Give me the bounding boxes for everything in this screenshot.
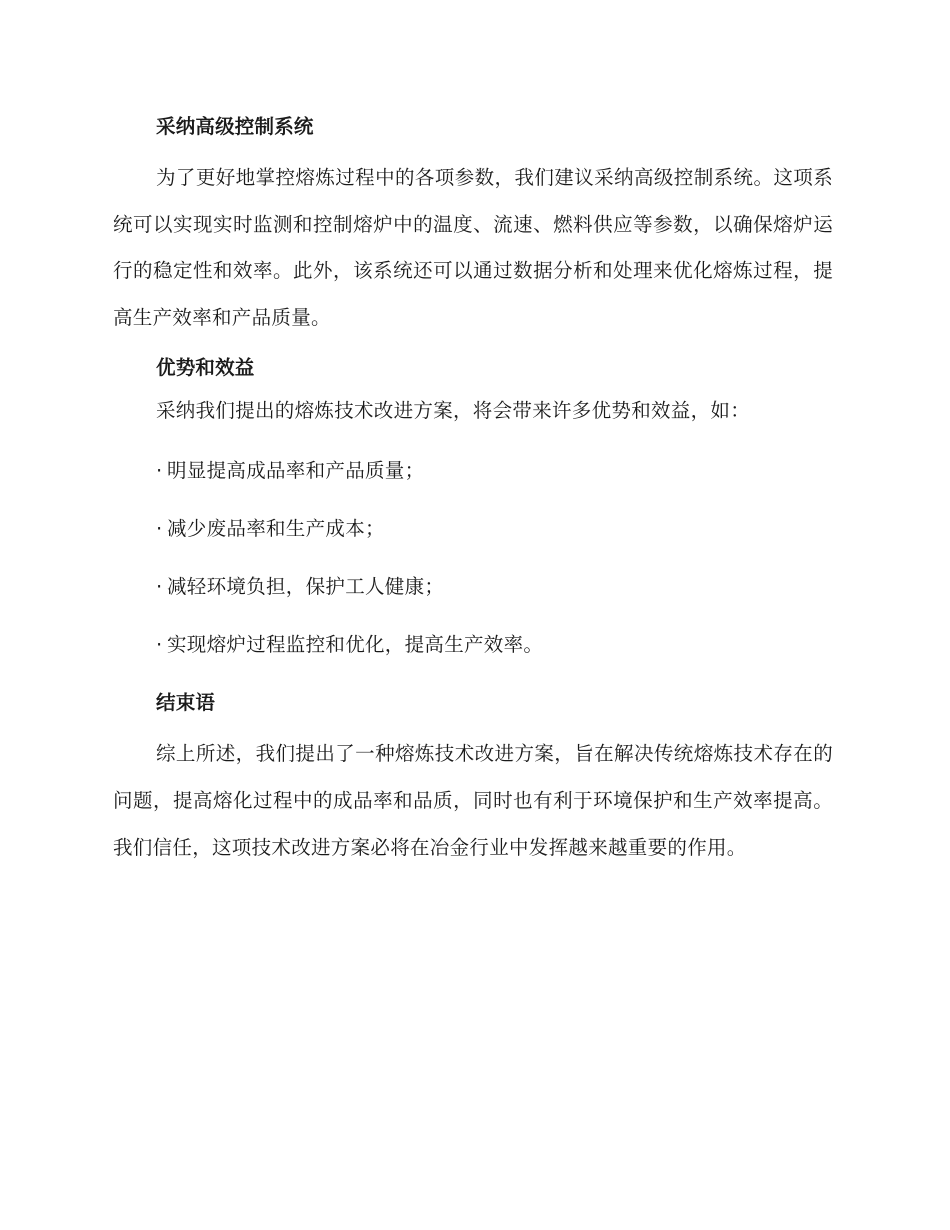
bullet-dot: · [156, 517, 163, 541]
section-paragraph: 为了更好地掌控熔炼过程中的各项参数，我们建议采纳高级控制系统。这项系统可以实现实时监测和控制熔炉中的温度、流速、燃料供应等参数，以确保熔炉运行的稳定性和效率。此外，该系统还可以通过数据分析和处理来优化熔炼过程，提高生产效率和产品质量。 [113, 166, 833, 329]
section-heading: 结束语 [156, 691, 216, 715]
list-item [113, 572, 833, 602]
bullet-dot: · [156, 633, 163, 657]
list-item [113, 630, 833, 660]
list-item [113, 456, 833, 486]
advantages-list [113, 456, 833, 660]
section-heading: 采纳高级控制系统 [156, 115, 314, 138]
section-conclusion [113, 688, 833, 871]
list-item-text: 减轻环境负担，保护工人健康； [167, 575, 445, 599]
section-advantages [113, 353, 833, 660]
section-paragraph: 综上所述，我们提出了一种熔炼技术改进方案，旨在解决传统熔炼技术存在的问题，提高熔化过程中的成品率和品质，同时也有利于环境保护和生产效率提高。我们信任，这项技术改进方案必将在冶金行业中发挥越来越重要的作用。 [113, 742, 833, 859]
list-item-text: 明显提高成品率和产品质量； [167, 459, 425, 483]
bullet-dot: · [156, 459, 163, 483]
list-item-text: 减少废品率和生产成本； [167, 517, 385, 541]
section-advanced-control [113, 112, 833, 341]
document-content [113, 112, 833, 883]
list-item [113, 514, 833, 544]
section-paragraph: 采纳我们提出的熔炼技术改进方案，将会带来许多优势和效益，如： [156, 399, 751, 423]
section-heading: 优势和效益 [156, 356, 255, 380]
list-item-text: 实现熔炉过程监控和优化，提高生产效率。 [167, 633, 544, 657]
bullet-dot: · [156, 575, 163, 599]
